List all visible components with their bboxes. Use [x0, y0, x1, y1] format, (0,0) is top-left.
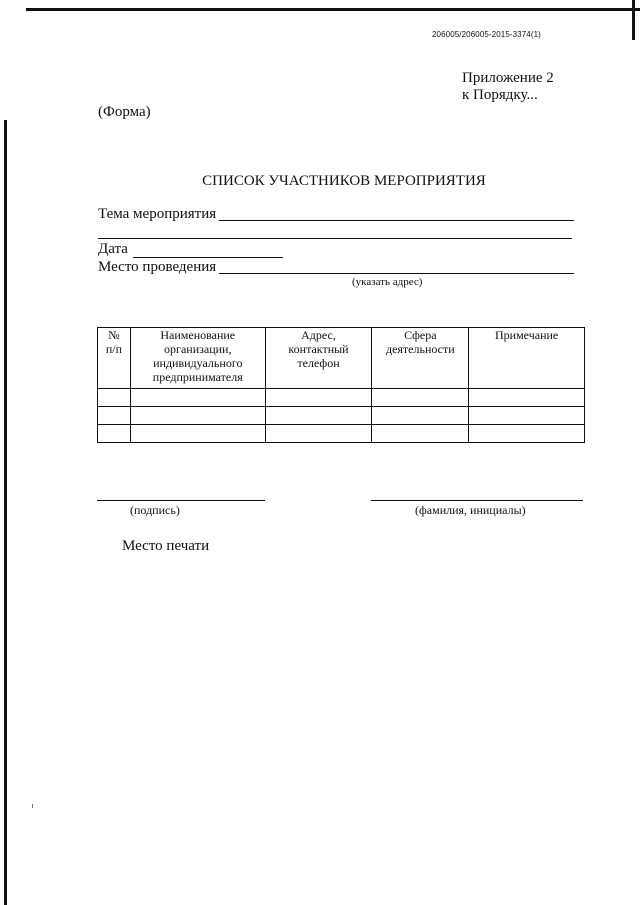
annex-note [462, 70, 554, 104]
signature-line[interactable] [97, 500, 265, 501]
signature-label: (подпись) [130, 503, 180, 517]
venue-hint: (указать адрес) [352, 276, 423, 288]
topic-continuation-line[interactable] [98, 238, 572, 239]
table-row [98, 407, 585, 425]
table-cell[interactable] [372, 407, 469, 425]
header-organization: Наименование организации, индивидуального предпринимателя [130, 328, 265, 389]
table-cell[interactable] [265, 425, 372, 443]
table-cell[interactable] [130, 425, 265, 443]
form-label: (Форма) [98, 104, 151, 120]
table-cell[interactable] [98, 407, 131, 425]
top-border-line [26, 8, 640, 11]
date-input-line[interactable] [133, 257, 283, 258]
topic-input-line[interactable] [219, 220, 574, 221]
table-cell[interactable] [372, 425, 469, 443]
table-cell[interactable] [265, 407, 372, 425]
annex-line-2: к Порядку... [462, 87, 538, 103]
page-title: СПИСОК УЧАСТНИКОВ МЕРОПРИЯТИЯ [202, 173, 486, 189]
table-cell[interactable] [469, 407, 585, 425]
left-scan-edge [4, 120, 7, 905]
venue-label: Место проведения [98, 259, 217, 275]
header-note: Примечание [469, 328, 585, 389]
scan-speck [32, 804, 33, 808]
header-number: № п/п [98, 328, 131, 389]
table-cell[interactable] [98, 425, 131, 443]
table-row [98, 425, 585, 443]
name-label: (фамилия, инициалы) [415, 503, 526, 517]
date-label: Дата [98, 241, 128, 257]
participants-table [97, 327, 585, 443]
table-cell[interactable] [469, 425, 585, 443]
topic-label: Тема мероприятия [98, 206, 217, 222]
right-edge-mark [632, 0, 635, 40]
table-cell[interactable] [265, 389, 372, 407]
table-cell[interactable] [130, 389, 265, 407]
header-address-phone: Адрес, контактный телефон [265, 328, 372, 389]
stamp-place-label: Место печати [122, 538, 210, 554]
table-cell[interactable] [98, 389, 131, 407]
table-cell[interactable] [130, 407, 265, 425]
table-header-row [98, 328, 585, 389]
name-line[interactable] [371, 500, 583, 501]
document-id: 206005/206005-2015-3374(1) [432, 30, 541, 39]
table-row [98, 389, 585, 407]
header-activity-sphere: Сфера деятельности [372, 328, 469, 389]
table-cell[interactable] [469, 389, 585, 407]
annex-line-1: Приложение 2 [462, 70, 554, 86]
venue-input-line[interactable] [219, 273, 574, 274]
table-cell[interactable] [372, 389, 469, 407]
